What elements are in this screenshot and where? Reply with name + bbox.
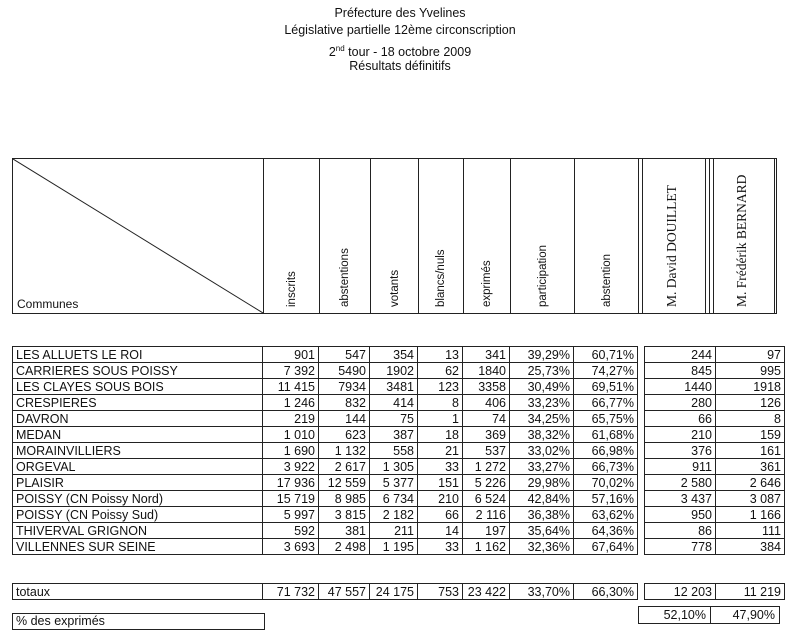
cell-abstentions: 12 559: [319, 475, 370, 491]
cell-exprimes: 197: [463, 523, 510, 539]
cell-participation: 36,38%: [510, 507, 574, 523]
cell-votants: 3481: [370, 379, 418, 395]
header-inscrits: inscrits: [285, 271, 298, 307]
totals-row: [13, 584, 785, 600]
cell-gap: [638, 395, 645, 411]
cell-exprimes: 74: [463, 411, 510, 427]
cell-blancs-nuls: 13: [418, 347, 463, 363]
cell-votants: 211: [370, 523, 418, 539]
cell-blancs-nuls: 62: [418, 363, 463, 379]
cell-gap: [638, 363, 645, 379]
cell-abstention: 70,02%: [574, 475, 638, 491]
header-col-inscrits: [263, 159, 319, 313]
cell-blancs-nuls: 210: [418, 491, 463, 507]
total-gap: [638, 584, 645, 600]
cell-abstention: 74,27%: [574, 363, 638, 379]
total-participation: 33,70%: [510, 584, 574, 600]
cell-commune: VILLENNES SUR SEINE: [13, 539, 263, 555]
round-number: 2: [328, 45, 336, 60]
cell-candidate2: 161: [716, 443, 785, 459]
header-candidate2: M. Frédérik BERNARD: [734, 174, 749, 307]
cell-candidate1: 280: [645, 395, 716, 411]
cell-blancs-nuls: 33: [418, 459, 463, 475]
cell-abstention: 64,36%: [574, 523, 638, 539]
cell-candidate1: 86: [645, 523, 716, 539]
cell-inscrits: 7 392: [263, 363, 319, 379]
table-row: [13, 459, 785, 475]
cell-candidate2: 3 087: [716, 491, 785, 507]
cell-candidate2: 384: [716, 539, 785, 555]
cell-exprimes: 1840: [463, 363, 510, 379]
cell-candidate1: 210: [645, 427, 716, 443]
cell-commune: PLAISIR: [13, 475, 263, 491]
cell-votants: 2 182: [370, 507, 418, 523]
cell-abstentions: 623: [319, 427, 370, 443]
cell-inscrits: 3 693: [263, 539, 319, 555]
cell-candidate1: 778: [645, 539, 716, 555]
cell-votants: 5 377: [370, 475, 418, 491]
table-row: [13, 395, 785, 411]
cell-exprimes: 2 116: [463, 507, 510, 523]
round-ordinal-suffix: nd: [335, 44, 345, 53]
cell-abstention: 60,71%: [574, 347, 638, 363]
header-abstention: abstention: [600, 253, 613, 307]
header-participation: participation: [536, 244, 549, 307]
cell-inscrits: 1 010: [263, 427, 319, 443]
totals-table: [12, 583, 785, 600]
cell-participation: 33,27%: [510, 459, 574, 475]
cell-votants: 1902: [370, 363, 418, 379]
cell-abstention: 66,98%: [574, 443, 638, 459]
table-row: [13, 523, 785, 539]
cell-candidate1: 845: [645, 363, 716, 379]
header-col-candidate2: [709, 159, 778, 313]
header-col-participation: [510, 159, 574, 313]
cell-exprimes: 5 226: [463, 475, 510, 491]
cell-blancs-nuls: 33: [418, 539, 463, 555]
cell-candidate1: 2 580: [645, 475, 716, 491]
title-line-2: Législative partielle 12ème circonscription: [284, 23, 516, 37]
cell-candidate1: 1440: [645, 379, 716, 395]
pct-candidate1: 52,10%: [639, 607, 711, 624]
cell-exprimes: 6 524: [463, 491, 510, 507]
cell-candidate2: 111: [716, 523, 785, 539]
cell-candidate2: 361: [716, 459, 785, 475]
cell-candidate1: 376: [645, 443, 716, 459]
cell-candidate2: 1918: [716, 379, 785, 395]
table-row: [13, 491, 785, 507]
title-line-1: Préfecture des Yvelines: [334, 6, 466, 20]
cell-votants: 558: [370, 443, 418, 459]
header-votants: votants: [388, 269, 401, 307]
cell-abstention: 67,64%: [574, 539, 638, 555]
cell-abstention: 66,77%: [574, 395, 638, 411]
cell-gap: [638, 411, 645, 427]
pct-exprimes-row: [639, 607, 780, 624]
cell-gap: [638, 459, 645, 475]
cell-candidate2: 2 646: [716, 475, 785, 491]
table-row: [13, 379, 785, 395]
table-row: [13, 427, 785, 443]
cell-gap: [638, 427, 645, 443]
cell-abstentions: 381: [319, 523, 370, 539]
cell-votants: 387: [370, 427, 418, 443]
cell-abstention: 69,51%: [574, 379, 638, 395]
title-line-4: Résultats définitifs: [349, 59, 451, 73]
cell-inscrits: 219: [263, 411, 319, 427]
cell-exprimes: 537: [463, 443, 510, 459]
cell-commune: CARRIERES SOUS POISSY: [13, 363, 263, 379]
cell-commune: MEDAN: [13, 427, 263, 443]
header-blancs-nuls: blancs/nuls: [435, 249, 447, 307]
cell-exprimes: 369: [463, 427, 510, 443]
cell-inscrits: 1 690: [263, 443, 319, 459]
cell-commune: DAVRON: [13, 411, 263, 427]
header-abstentions: abstentions: [339, 248, 351, 307]
cell-blancs-nuls: 14: [418, 523, 463, 539]
table-row: [13, 475, 785, 491]
cell-abstention: 66,73%: [574, 459, 638, 475]
cell-abstentions: 144: [319, 411, 370, 427]
cell-candidate2: 126: [716, 395, 785, 411]
total-exprimes: 23 422: [463, 584, 510, 600]
cell-candidate1: 3 437: [645, 491, 716, 507]
cell-votants: 6 734: [370, 491, 418, 507]
cell-votants: 414: [370, 395, 418, 411]
cell-votants: 354: [370, 347, 418, 363]
cell-votants: 1 195: [370, 539, 418, 555]
cell-abstention: 63,62%: [574, 507, 638, 523]
cell-candidate2: 995: [716, 363, 785, 379]
cell-participation: 38,32%: [510, 427, 574, 443]
cell-inscrits: 5 997: [263, 507, 319, 523]
cell-exprimes: 406: [463, 395, 510, 411]
table-row: [13, 347, 785, 363]
cell-candidate2: 159: [716, 427, 785, 443]
total-votants: 24 175: [370, 584, 418, 600]
cell-blancs-nuls: 66: [418, 507, 463, 523]
cell-blancs-nuls: 18: [418, 427, 463, 443]
cell-votants: 75: [370, 411, 418, 427]
cell-participation: 34,25%: [510, 411, 574, 427]
cell-blancs-nuls: 123: [418, 379, 463, 395]
cell-blancs-nuls: 1: [418, 411, 463, 427]
cell-commune: POISSY (CN Poissy Nord): [13, 491, 263, 507]
total-commune: totaux: [13, 584, 263, 600]
column-header-box: [12, 158, 777, 314]
cell-commune: MORAINVILLIERS: [13, 443, 263, 459]
cell-abstentions: 5490: [319, 363, 370, 379]
header-col-blancs-nuls: [418, 159, 463, 313]
cell-inscrits: 592: [263, 523, 319, 539]
cell-abstentions: 2 617: [319, 459, 370, 475]
header-col-abstention: [574, 159, 638, 313]
total-abstentions: 47 557: [319, 584, 370, 600]
pct-exprimes-table: [638, 606, 780, 624]
cell-commune: LES CLAYES SOUS BOIS: [13, 379, 263, 395]
total-candidate1: 12 203: [645, 584, 716, 600]
header-exprimes: exprimés: [481, 260, 493, 307]
cell-participation: 39,29%: [510, 347, 574, 363]
cell-participation: 42,84%: [510, 491, 574, 507]
cell-inscrits: 11 415: [263, 379, 319, 395]
cell-inscrits: 17 936: [263, 475, 319, 491]
header-candidate1: M. David DOUILLET: [664, 185, 679, 307]
cell-participation: 29,98%: [510, 475, 574, 491]
cell-commune: ORGEVAL: [13, 459, 263, 475]
table-row: [13, 363, 785, 379]
table-row: [13, 443, 785, 459]
round-date: tour - 18 octobre 2009: [344, 45, 472, 60]
cell-gap: [638, 491, 645, 507]
results-table: [12, 346, 785, 555]
cell-commune: THIVERVAL GRIGNON: [13, 523, 263, 539]
cell-inscrits: 15 719: [263, 491, 319, 507]
cell-abstentions: 1 132: [319, 443, 370, 459]
cell-gap: [638, 475, 645, 491]
cell-participation: 35,64%: [510, 523, 574, 539]
diagonal-divider: [13, 159, 263, 313]
cell-gap: [638, 347, 645, 363]
cell-participation: 33,02%: [510, 443, 574, 459]
header-col-votants: [370, 159, 418, 313]
cell-candidate2: 97: [716, 347, 785, 363]
cell-abstentions: 2 498: [319, 539, 370, 555]
header-col-candidate1: [638, 159, 709, 313]
cell-commune: CRESPIERES: [13, 395, 263, 411]
cell-abstentions: 8 985: [319, 491, 370, 507]
table-row: [13, 539, 785, 555]
cell-exprimes: 341: [463, 347, 510, 363]
cell-inscrits: 901: [263, 347, 319, 363]
cell-candidate1: 911: [645, 459, 716, 475]
cell-blancs-nuls: 21: [418, 443, 463, 459]
cell-participation: 30,49%: [510, 379, 574, 395]
cell-participation: 32,36%: [510, 539, 574, 555]
cell-candidate2: 1 166: [716, 507, 785, 523]
cell-candidate2: 8: [716, 411, 785, 427]
header-col-abstentions: [319, 159, 370, 313]
table-row: [13, 507, 785, 523]
cell-abstentions: 7934: [319, 379, 370, 395]
cell-blancs-nuls: 8: [418, 395, 463, 411]
cell-abstentions: 547: [319, 347, 370, 363]
cell-inscrits: 3 922: [263, 459, 319, 475]
header-col-exprimes: [463, 159, 510, 313]
total-candidate2: 11 219: [716, 584, 785, 600]
cell-participation: 25,73%: [510, 363, 574, 379]
cell-candidate1: 950: [645, 507, 716, 523]
cell-blancs-nuls: 151: [418, 475, 463, 491]
cell-candidate1: 66: [645, 411, 716, 427]
cell-abstentions: 3 815: [319, 507, 370, 523]
cell-commune: POISSY (CN Poissy Sud): [13, 507, 263, 523]
cell-inscrits: 1 246: [263, 395, 319, 411]
cell-gap: [638, 507, 645, 523]
cell-abstention: 61,68%: [574, 427, 638, 443]
cell-abstentions: 832: [319, 395, 370, 411]
cell-participation: 33,23%: [510, 395, 574, 411]
cell-commune: LES ALLUETS LE ROI: [13, 347, 263, 363]
cell-exprimes: 3358: [463, 379, 510, 395]
total-inscrits: 71 732: [263, 584, 319, 600]
total-blancs-nuls: 753: [418, 584, 463, 600]
cell-exprimes: 1 162: [463, 539, 510, 555]
cell-exprimes: 1 272: [463, 459, 510, 475]
cell-abstention: 65,75%: [574, 411, 638, 427]
total-abstention: 66,30%: [574, 584, 638, 600]
cell-gap: [638, 443, 645, 459]
cell-gap: [638, 523, 645, 539]
cell-abstention: 57,16%: [574, 491, 638, 507]
cell-votants: 1 305: [370, 459, 418, 475]
table-row: [13, 411, 785, 427]
pct-exprimes-label: % des exprimés: [12, 613, 265, 630]
cell-gap: [638, 379, 645, 395]
cell-candidate1: 244: [645, 347, 716, 363]
header-communes: Communes: [17, 297, 79, 311]
cell-gap: [638, 539, 645, 555]
pct-candidate2: 47,90%: [711, 607, 780, 624]
